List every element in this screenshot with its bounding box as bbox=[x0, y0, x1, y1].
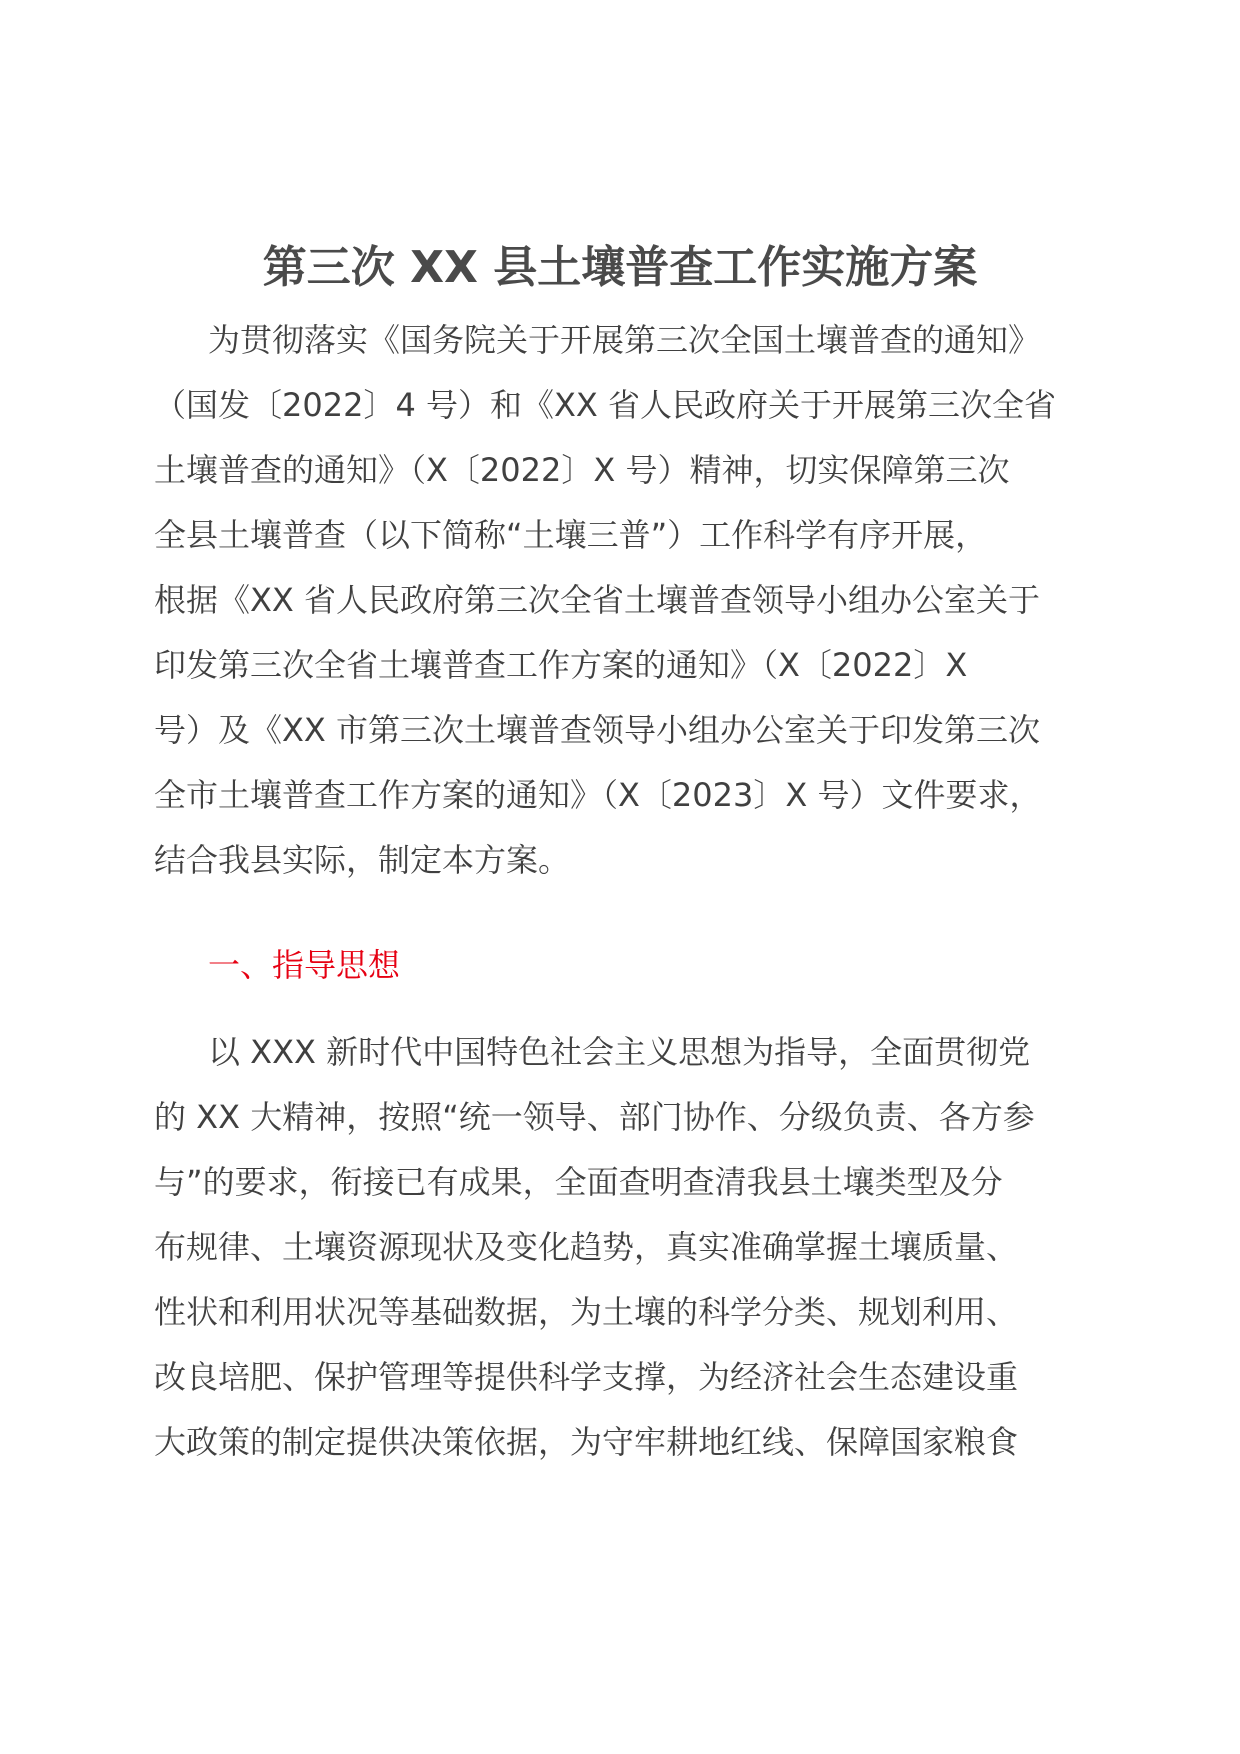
intro-line: （国发〔2022〕4 号）和《XX 省人民政府关于开展第三次全省 bbox=[154, 386, 1056, 424]
intro-paragraph bbox=[154, 308, 1094, 893]
section1-line: 大政策的制定提供决策依据，为守牢耕地红线、保障国家粮食 bbox=[154, 1423, 1019, 1461]
section1-line: 性状和利用状况等基础数据，为土壤的科学分类、规划利用、 bbox=[154, 1293, 1019, 1331]
section1-line: 以 XXX 新时代中国特色社会主义思想为指导，全面贯彻党 bbox=[208, 1033, 1031, 1071]
section1-line: 的 XX 大精神，按照“统一领导、部门协作、分级负责、各方参 bbox=[154, 1098, 1035, 1136]
intro-line: 全县土壤普查（以下简称“土壤三普”）工作科学有序开展， bbox=[154, 516, 988, 554]
section1-paragraph bbox=[154, 1020, 1094, 1475]
section1-line: 布规律、土壤资源现状及变化趋势，真实准确掌握土壤质量、 bbox=[154, 1228, 1019, 1266]
intro-line: 结合我县实际，制定本方案。 bbox=[154, 841, 571, 879]
section-heading-guiding-thought: 一、指导思想 bbox=[208, 946, 401, 984]
section1-line: 与”的要求，衔接已有成果，全面查明查清我县土壤类型及分 bbox=[154, 1163, 1003, 1201]
intro-line: 全市土壤普查工作方案的通知》（X〔2023〕X 号）文件要求， bbox=[154, 776, 1042, 814]
intro-line: 土壤普查的通知》（X〔2022〕X 号）精神，切实保障第三次 bbox=[154, 451, 1010, 489]
intro-line: 为贯彻落实《国务院关于开展第三次全国土壤普查的通知》 bbox=[208, 321, 1041, 359]
intro-line: 号）及《XX 市第三次土壤普查领导小组办公室关于印发第三次 bbox=[154, 711, 1041, 749]
intro-line: 根据《XX 省人民政府第三次全省土壤普查领导小组办公室关于 bbox=[154, 581, 1041, 619]
section1-line: 改良培肥、保护管理等提供科学支撑，为经济社会生态建设重 bbox=[154, 1358, 1019, 1396]
intro-line: 印发第三次全省土壤普查工作方案的通知》（X〔2022〕X bbox=[154, 646, 968, 684]
document-title: 第三次 XX 县土壤普查工作实施方案 bbox=[262, 242, 978, 293]
